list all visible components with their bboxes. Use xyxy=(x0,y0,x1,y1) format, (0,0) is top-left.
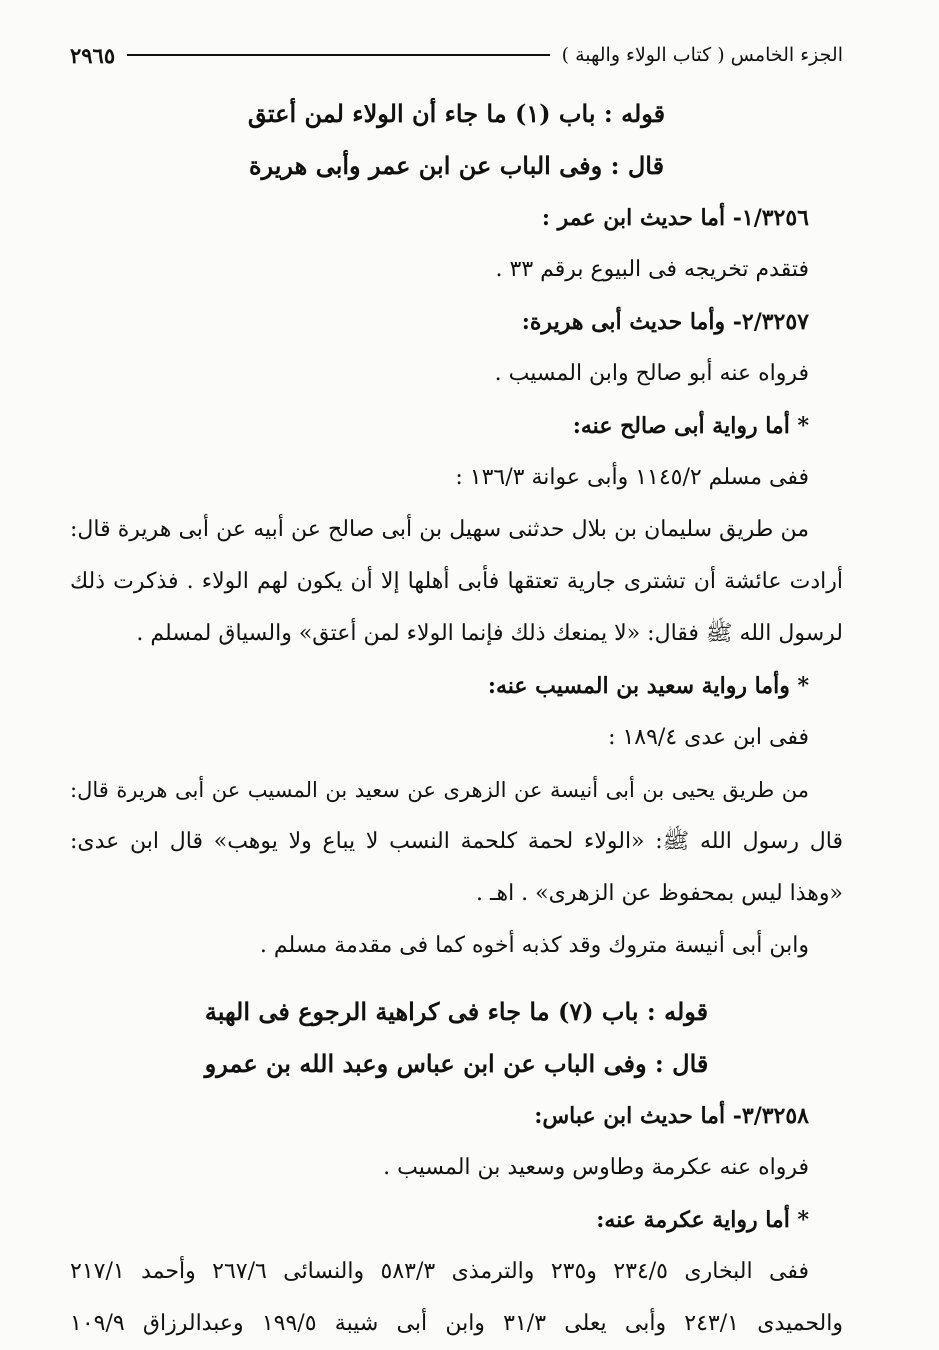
chapter-heading-2: قوله : باب (٧) ما جاء فى كراهية الرجوع فى الهبة xyxy=(204,997,709,1026)
chapter-heading-1: قوله : باب (١) ما جاء أن الولاء لمن أعتق xyxy=(247,99,666,128)
hadith-heading: ١/٣٢٥٦- أما حديث ابن عمر : xyxy=(541,205,809,231)
header-rule xyxy=(127,54,550,56)
page-number: ٢٩٦٥ xyxy=(70,42,116,68)
text-line: ففى البخارى ٢٣٤/٥ و٢٣٥ والترمذى ٥٨٣/٣ والنسائى ٢٦٧/٦ وأحمد ٢١٧/١ xyxy=(70,1259,810,1284)
text-line: قال رسول الله ﷺ: «الولاء لحمة كلحمة النسب لا يباع ولا يوهب» قال ابن عدى: xyxy=(70,829,843,854)
text-line: لرسول الله ﷺ فقال: «لا يمنعك ذلك فإنما الولاء لمن أعتق» والسياق لمسلم . xyxy=(136,621,843,646)
text-line: فتقدم تخريجه فى البيوع برقم ٣٣ . xyxy=(495,257,809,282)
text-line: فرواه عنه عكرمة وطاوس وسعيد بن المسيب . xyxy=(383,1155,809,1180)
narration-heading: * أما رواية عكرمة عنه: xyxy=(596,1207,809,1233)
text-line: من طريق سليمان بن بلال حدثنى سهيل بن أبى صالح عن أبيه عن أبى هريرة قال: xyxy=(70,517,809,542)
chapter-subheading-1: قال : وفى الباب عن ابن عمر وأبى هريرة xyxy=(248,151,665,180)
text-line: أرادت عائشة أن تشترى جارية تعتقها فأبى أهلها إلا أن يكون لهم الولاء . فذكرت ذلك xyxy=(70,569,843,594)
page-header xyxy=(70,40,843,70)
narration-heading: * أما رواية أبى صالح عنه: xyxy=(572,413,809,439)
text-line: والحميدى ٢٤٣/١ وأبى يعلى ٣١/٣ وابن أبى شيبة ١٩٩/٥ وعبدالرزاق ١٠٩/٩ xyxy=(70,1311,843,1336)
text-line: ففى مسلم ١١٤٥/٢ وأبى عوانة ١٣٦/٣ : xyxy=(455,465,809,490)
text-line: وابن أبى أنيسة متروك وقد كذبه أخوه كما فى مقدمة مسلم . xyxy=(259,933,809,958)
text-line: «وهذا ليس بمحفوظ عن الزهرى» . اهـ . xyxy=(476,881,843,906)
hadith-heading: ٣/٣٢٥٨- أما حديث ابن عباس: xyxy=(534,1103,809,1129)
narration-heading: * وأما رواية سعيد بن المسيب عنه: xyxy=(487,673,809,699)
running-title: الجزء الخامس ( كتاب الولاء والهبة ) xyxy=(561,44,843,66)
chapter-subheading-2: قال : وفى الباب عن ابن عباس وعبد الله بن عمرو xyxy=(204,1049,709,1078)
page-body xyxy=(70,88,843,1350)
text-line: من طريق يحيى بن أبى أنيسة عن الزهرى عن سعيد بن المسيب عن أبى هريرة قال: xyxy=(70,778,809,802)
text-line: ففى ابن عدى ١٨٩/٤ : xyxy=(608,725,809,750)
hadith-heading: ٢/٣٢٥٧- وأما حديث أبى هريرة: xyxy=(521,309,809,335)
text-line: فرواه عنه أبو صالح وابن المسيب . xyxy=(494,361,809,386)
